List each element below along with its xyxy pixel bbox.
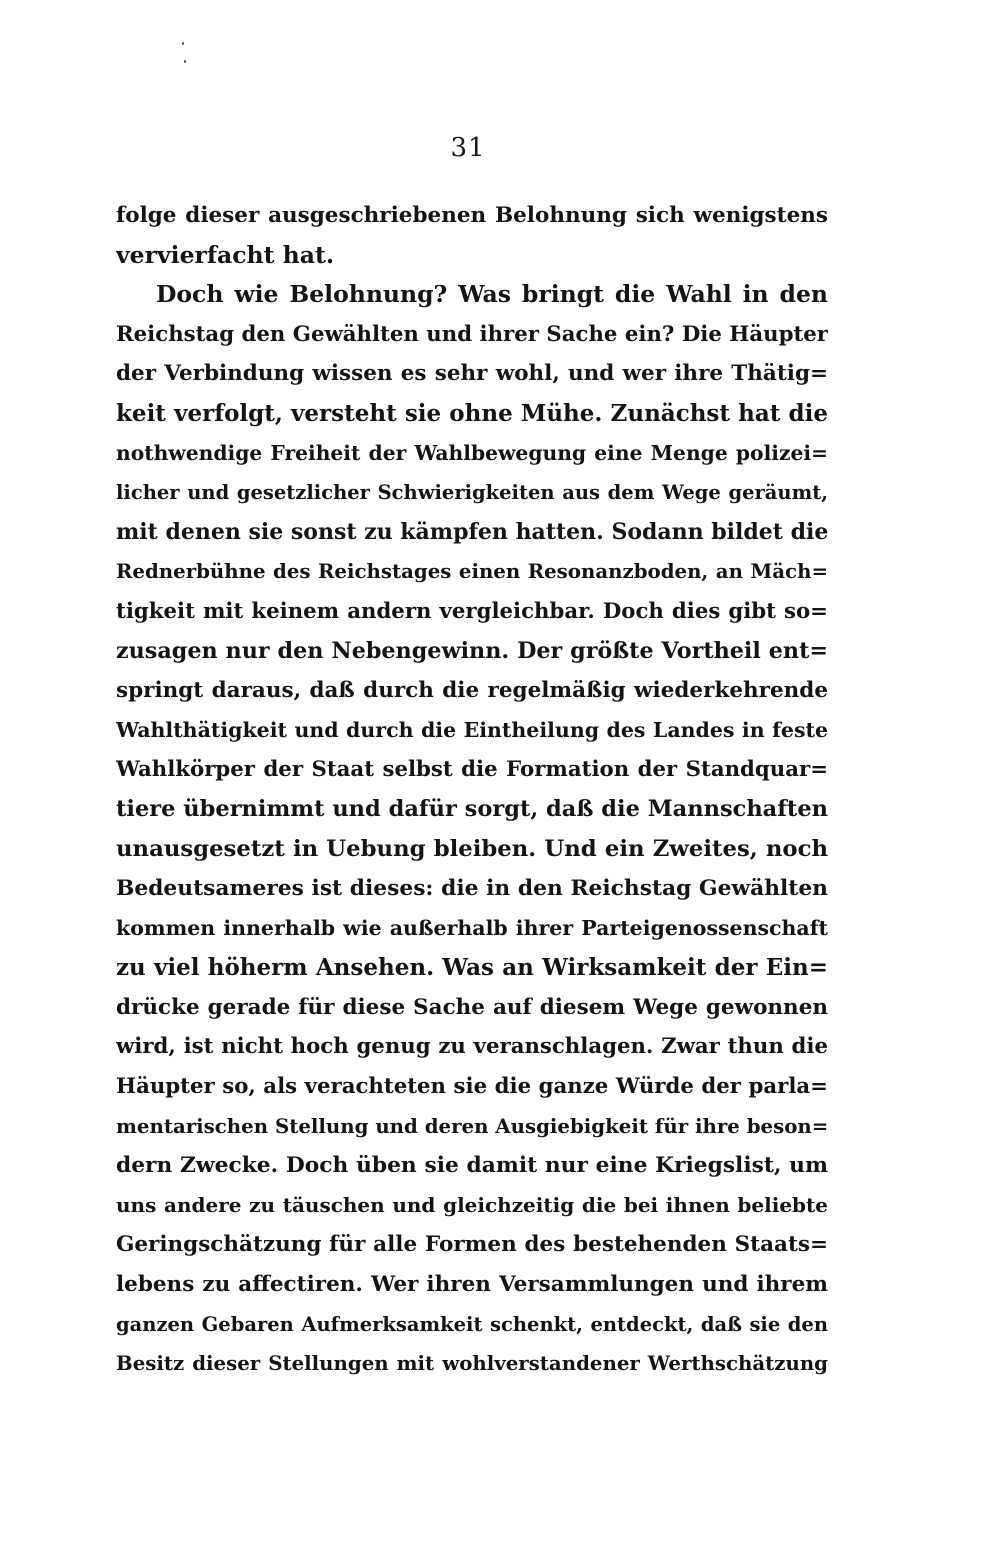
print-speck [182,42,184,45]
text-line: dern Zwecke. Doch üben sie damit nur eine Kriegslist, um [116,1153,828,1179]
text-line: zu viel höherm Ansehen. Was an Wirksamkeit der Ein= [116,954,828,982]
text-line: Wahlkörper der Staat selbst die Formation der Standquar= [116,757,828,783]
text-line: licher und gesetzlicher Schwierigkeiten aus dem Wege geräumt, [116,481,828,505]
text-line: wird, ist nicht hoch genug zu veranschlagen. Zwar thun die [116,1034,828,1060]
text-line: nothwendige Freiheit der Wahlbewegung eine Menge polizei= [116,440,828,465]
text-line: Geringschätzung für alle Formen des bestehenden Staats= [116,1232,828,1258]
text-line: ganzen Gebaren Aufmerksamkeit schenkt, entdeckt, daß sie den [116,1312,828,1336]
text-line: tigkeit mit keinem andern vergleichbar. Doch dies gibt so= [116,598,828,624]
text-line: Rednerbühne des Reichstages einen Resonanzboden, an Mäch= [116,559,828,584]
text-line: Besitz dieser Stellungen mit wohlverstandener Werthschätzung [116,1351,828,1376]
text-line: drücke gerade für diese Sache auf diesem Wege gewonnen [116,994,828,1020]
text-line: mit denen sie sonst zu kämpfen hatten. Sodann bildet die [116,518,828,545]
text-line: springt daraus, daß durch die regelmäßig wiederkehrende [116,678,828,704]
text-line: zusagen nur den Nebengewinn. Der größte Vortheil ent= [116,637,828,664]
text-line: der Verbindung wissen es sehr wohl, und wer ihre Thätig= [116,361,828,387]
text-line: Bedeutsameres ist dieses: die in den Reichstag Gewählten [116,876,828,902]
text-line: lebens zu affectiren. Wer ihren Versammlungen und ihrem [116,1272,828,1298]
text-line: Wahlthätigkeit und durch die Eintheilung des Landes in feste [116,717,828,742]
text-line: Reichstag den Gewählten und ihrer Sache ein? Die Häupter [116,321,828,347]
text-line: tiere übernimmt und dafür sorgt, daß die Mannschaften [116,795,828,822]
text-line: unausgesetzt in Uebung bleiben. Und ein Zweites, noch [116,835,828,862]
text-line: folge dieser ausgeschriebenen Belohnung sich wenigstens [116,203,828,228]
text-line: keit verfolgt, versteht sie ohne Mühe. Zunächst hat die [116,399,828,427]
page-number: 31 [450,133,486,163]
text-line: Doch wie Belohnung? Was bringt die Wahl in den [156,280,828,309]
print-speck [184,60,186,63]
text-line: mentarischen Stellung und deren Ausgiebigkeit für ihre beson= [116,1113,828,1138]
text-line: kommen innerhalb wie außerhalb ihrer Parteigenossenschaft [116,915,828,940]
text-line: Häupter so, als verachteten sie die ganze Würde der parla= [116,1074,828,1100]
text-line: vervierfacht hat. [116,240,335,269]
text-line: uns andere zu täuschen und gleichzeitig die bei ihnen beliebte [116,1192,828,1217]
body-text [116,196,828,1384]
